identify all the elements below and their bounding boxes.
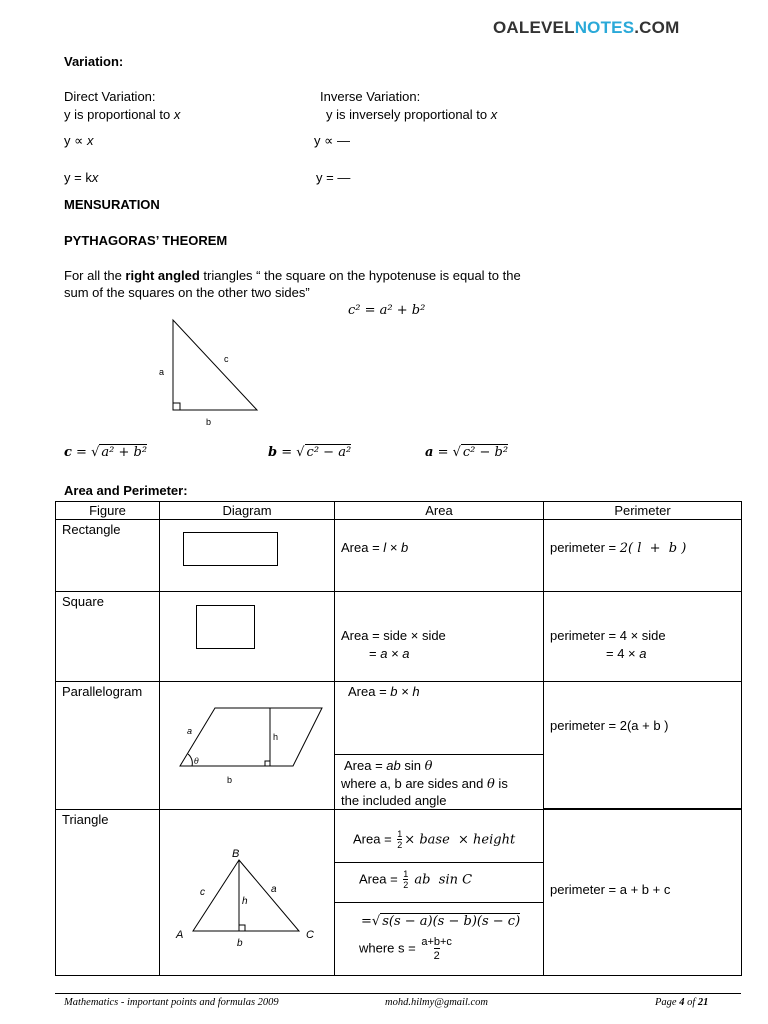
table-row-rectangle <box>56 520 742 592</box>
triangle-label-B: B <box>232 848 240 860</box>
parallelogram-label-a: a <box>187 726 193 736</box>
formula-b-lhs: b <box>268 445 278 460</box>
direct-desc-text: y is proportional to <box>64 107 174 122</box>
square-perimeter-line2 <box>606 646 646 661</box>
triangle-perimeter: perimeter = a + b + c <box>550 882 671 897</box>
header-figure: Figure <box>56 502 160 520</box>
direct-eq-text: y = k <box>64 170 92 185</box>
table-row-square <box>56 592 742 682</box>
parallelogram-where-post: is <box>494 776 508 791</box>
parallelogram-right-angle <box>265 761 270 766</box>
parallelogram-shape <box>180 708 322 766</box>
variation-title: Variation: <box>64 54 124 69</box>
square-area-line2 <box>369 646 410 661</box>
rectangle-perimeter <box>550 540 686 556</box>
table-row-parallelogram <box>56 682 742 810</box>
table-header-row <box>56 502 742 520</box>
triangle-diagram <box>160 810 335 976</box>
square-area-line2-math: a × a <box>380 646 410 661</box>
triangle-heron: =√ s(s − a)(s − b)(s − c) <box>361 914 521 929</box>
triangle-label-c: c <box>200 887 205 898</box>
area-perimeter-title: Area and Perimeter: <box>64 483 188 498</box>
direct-variation-heading: Direct Variation: <box>64 89 156 104</box>
direct-desc-var: x <box>173 107 181 122</box>
parallelogram-area-divider <box>335 754 543 755</box>
footer-page <box>655 997 708 1008</box>
parallelogram-where-pre: where a, b are sides and <box>341 776 487 791</box>
footer-center: mohd.hilmy@gmail.com <box>385 997 488 1008</box>
parallelogram-where-theta: θ <box>486 777 495 792</box>
triangle-right-angle <box>239 925 245 931</box>
pythagoras-intro-line1 <box>64 268 521 283</box>
formula-c-lhs: c <box>64 445 72 460</box>
parallelogram-area2-post: sin <box>400 758 425 773</box>
formula-c-radicand: a² + b² <box>101 445 148 460</box>
brand-accent: NOTES <box>574 18 635 37</box>
pythagoras-title: PYTHAGORAS’ THEOREM <box>64 233 228 248</box>
table-row-triangle <box>56 810 742 976</box>
triangle-area1-pre: Area = <box>353 831 396 847</box>
footer-page-mid: of <box>684 997 698 1008</box>
formula-a-lhs: a <box>425 445 434 460</box>
intro-pre: For all the <box>64 268 126 283</box>
parallelogram-area2-theta: θ <box>424 759 433 774</box>
figure-parallelogram: Parallelogram <box>62 684 143 699</box>
header-diagram: Diagram <box>160 502 335 520</box>
inverse-equation: y = — <box>316 170 351 185</box>
square-area-line1: Area = side × side <box>341 628 446 643</box>
parallelogram-diagram <box>160 682 335 810</box>
formula-b-radicand: c² − a² <box>306 445 352 460</box>
parallelogram-area1-math: b × h <box>390 684 420 699</box>
right-angle-marker <box>173 403 180 410</box>
triangle-area2-post: ab sin C <box>410 872 473 888</box>
triangle-area2-pre: Area = <box>359 871 402 887</box>
direct-variation-desc <box>64 107 180 122</box>
triangle-where-s <box>359 936 454 962</box>
rectangle-perimeter-math: 2( l + b ) <box>619 541 687 556</box>
triangle-area-divider-1 <box>335 862 543 863</box>
parallelogram-area1-pre: Area = <box>348 684 391 699</box>
header-perimeter: Perimeter <box>544 502 742 520</box>
footer-page-pre: Page <box>655 997 680 1008</box>
rectangle-diagram <box>183 532 278 566</box>
footer-page-num: 4 <box>679 997 685 1008</box>
parallelogram-area2-line2 <box>341 776 508 792</box>
inverse-proportion: y ∝ — <box>314 133 351 148</box>
triangle-where-den: 2 <box>433 950 440 962</box>
figure-triangle: Triangle <box>62 812 109 827</box>
footer-page-total: 21 <box>697 997 709 1008</box>
direct-proportion <box>64 133 94 149</box>
triangle-label-a: a <box>271 884 277 895</box>
formula-a-radicand: c² − b² <box>462 445 509 460</box>
parallelogram-angle-arc <box>188 754 192 766</box>
triangle-area2-den: 2 <box>403 880 409 890</box>
rectangle-perimeter-pre: perimeter = <box>550 540 620 555</box>
parallelogram-area1 <box>348 684 420 699</box>
triangle-where-num: a+b+c <box>421 936 452 948</box>
parallelogram-area2-math: ab <box>386 758 401 773</box>
triangle-area2 <box>359 870 472 890</box>
inverse-variation-desc <box>326 107 497 122</box>
triangle-heron-pre: = <box>361 914 372 929</box>
intro-bold: right angled <box>125 268 200 283</box>
parallelogram-area2 <box>344 758 432 774</box>
label-a: a <box>159 367 165 377</box>
footer-left: Mathematics - important points and formulas 2009 <box>64 997 279 1008</box>
triangle-area1 <box>353 830 515 850</box>
triangle-area-divider-2 <box>335 902 543 903</box>
direct-equation <box>64 170 98 185</box>
square-perimeter-line2-pre: = 4 × <box>606 646 640 661</box>
triangle-label-h: h <box>242 896 248 907</box>
parallelogram-perimeter: perimeter = 2(a + b ) <box>550 718 669 733</box>
triangle-label-b: b <box>237 938 243 949</box>
rectangle-area-math: l × b <box>383 540 409 555</box>
area-perimeter-table <box>55 501 742 976</box>
parallelogram-label-b: b <box>227 775 233 785</box>
rectangle-area-pre: Area = <box>341 540 384 555</box>
header-area: Area <box>335 502 544 520</box>
label-c: c <box>224 354 229 364</box>
square-diagram <box>196 605 255 649</box>
inverse-desc-var: x <box>490 107 498 122</box>
parallelogram-area2-line3: the included angle <box>341 793 447 808</box>
intro-post: triangles “ the square on the hypotenuse is equal to the <box>199 268 521 283</box>
right-triangle-shape <box>173 320 257 410</box>
mensuration-title: MENSURATION <box>64 197 160 212</box>
triangle-label-C: C <box>306 929 314 941</box>
triangle-area1-num: 1 <box>397 829 403 839</box>
pythagoras-main-formula: c² = a² + b² <box>348 303 426 318</box>
triangle-heron-radicand: s(s − a)(s − b)(s − c) <box>382 914 521 929</box>
rectangle-area <box>341 540 408 555</box>
formula-b: b = √ c² − a² <box>268 445 352 460</box>
triangle-where-pre: where s = <box>359 940 420 956</box>
brand-tail: .COM <box>634 18 680 37</box>
figure-square: Square <box>62 594 104 609</box>
footer-rule <box>55 993 741 994</box>
right-triangle-diagram <box>150 315 270 430</box>
inverse-desc-text: y is inversely proportional to <box>326 107 491 122</box>
triangle-label-A: A <box>176 929 184 941</box>
pythagoras-intro-line2: sum of the squares on the other two sides” <box>64 285 310 300</box>
parallelogram-label-h: h <box>273 732 279 742</box>
figure-rectangle: Rectangle <box>62 522 121 537</box>
formula-a: a = √ c² − b² <box>425 445 509 460</box>
brand-main: OALEVEL <box>493 18 575 37</box>
direct-eq-var: x <box>91 170 99 185</box>
inverse-variation-heading: Inverse Variation: <box>320 89 421 104</box>
direct-prop-var: x <box>87 133 94 148</box>
parallelogram-area2-pre: Area = <box>344 758 387 773</box>
square-perimeter-line2-math: a <box>639 646 647 661</box>
direct-prop-text: y ∝ <box>64 133 88 148</box>
formula-c: c = √ a² + b² <box>64 445 148 460</box>
label-b: b <box>206 417 212 427</box>
triangle-area1-post: × base × height <box>404 832 516 848</box>
parallelogram-label-theta: θ <box>194 757 199 766</box>
triangle-area2-num: 1 <box>403 869 409 879</box>
square-area-line2-pre: = <box>369 646 381 661</box>
site-brand <box>493 18 679 38</box>
square-perimeter-line1: perimeter = 4 × side <box>550 628 666 643</box>
triangle-area1-den: 2 <box>397 840 403 850</box>
